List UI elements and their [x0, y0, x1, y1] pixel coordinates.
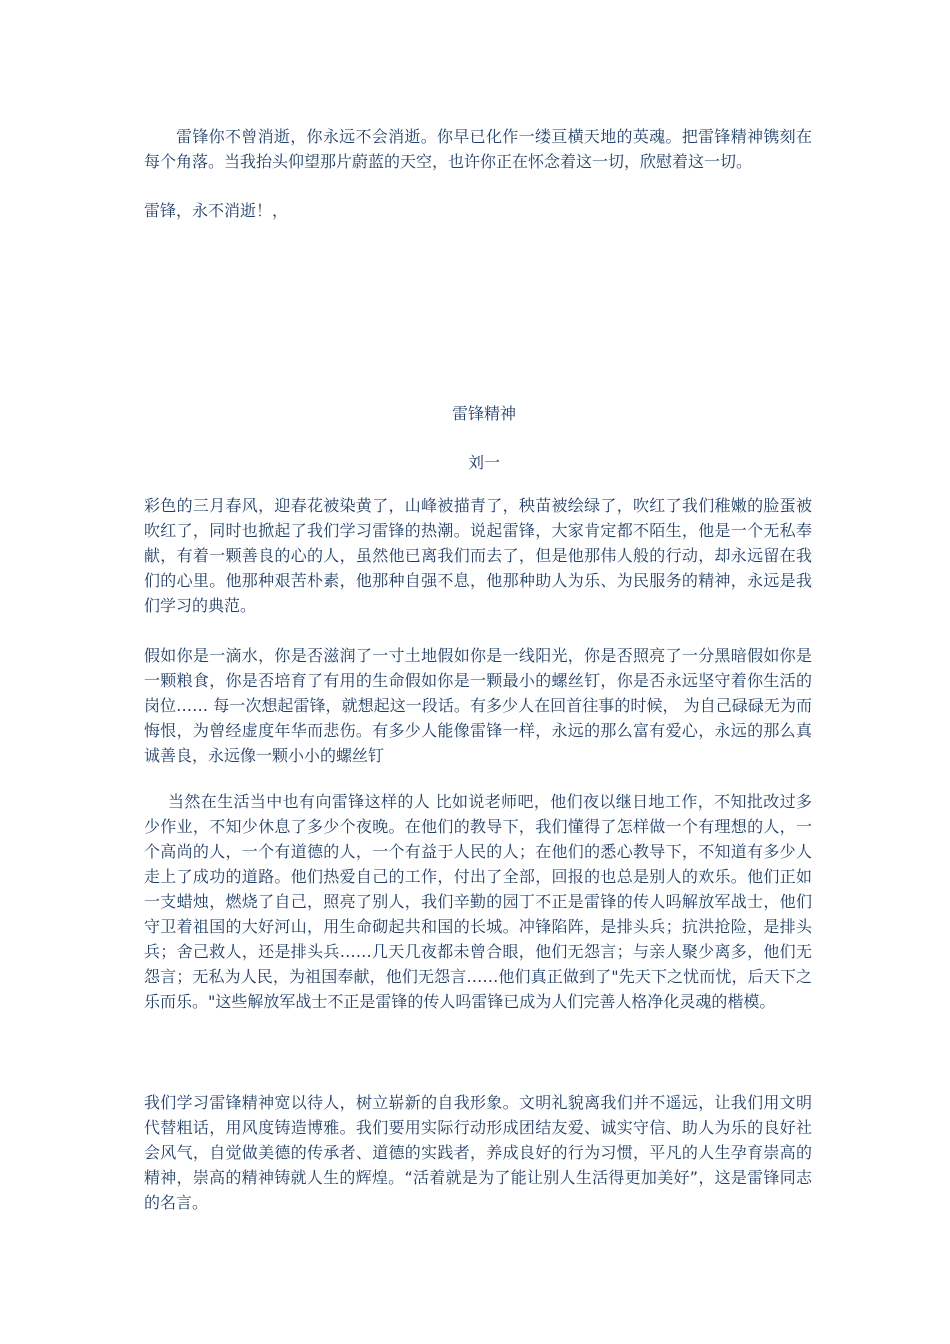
body-paragraph-3: 当然在生活当中也有向雷锋这样的人 比如说老师吧，他们夜以继日地工作，不知批改过多少作业，不知少休息了多少个夜晚。在他们的教导下，我们懂得了怎样做一个有理想的人，一个高尚的人，一个有道德的人，一个有益于人民的人；在他们的悉心教导下，不知道有多少人走上了成功的道路。他们热爱自己的工作，付出了全部，回报的也总是别人的欢乐。他们正如一支蜡烛，燃烧了自己，照亮了别人，我们辛勤的园丁不正是雷锋的传人吗解放军战士，他们守卫着祖国的大好河山，用生命砌起共和国的长城。冲锋陷阵，是排头兵；抗洪抢险，是排头兵；舍己救人，还是排头兵……几天几夜都未曾合眼，他们无怨言；与亲人聚少离多，他们无怨言；无私为人民，为祖国奉献，他们无怨言……他们真正做到了"先天下之忧而忧，后天下之乐而乐。"这些解放军战士不正是雷锋的传人吗雷锋已成为人们完善人格净化灵魂的楷模。 — [144, 792, 812, 1011]
closing-line: 雷锋，永不消逝！， — [144, 201, 289, 220]
document-title: 雷锋精神 — [451, 404, 516, 423]
body-paragraph-4: 我们学习雷锋精神宽以待人，树立崭新的自我形象。文明礼貌离我们并不遥远，让我们用文明代替粗话，用风度铸造博雅。我们要用实际行动形成团结友爱、诚实守信、助人为乐的良好社会风气，自觉做美德的传承者、道德的实践者，养成良好的行为习惯，平凡的人生孕育崇高的精神，崇高的精神铸就人生的辉煌。“活着就是为了能让别人生活得更加美好”，这是雷锋同志的名言。 — [144, 1093, 812, 1212]
body-paragraph-1: 彩色的三月春风，迎春花被染黄了，山峰被描青了，秧苗被绘绿了，吹红了我们稚嫩的脸蛋被吹红了，同时也掀起了我们学习雷锋的热潮。说起雷锋，大家肯定都不陌生，他是一个无私奉献，有着一颗善良的心的人，虽然他已离我们而去了，但是他那伟人般的行动，却永远留在我们的心里。他那种艰苦朴素，他那种自强不息，他那种助人为乐、为民服务的精神，永远是我们学习的典范。 — [144, 496, 812, 615]
document-author: 刘一 — [467, 453, 500, 472]
body-paragraph-2: 假如你是一滴水，你是否滋润了一寸土地假如你是一线阳光，你是否照亮了一分黑暗假如你是一颗粮食，你是否培育了有用的生命假如你是一颗最小的螺丝钉，你是否永远坚守着你生活的岗位…… 每一次想起雷锋，就想起这一段话。有多少人在回首往事的时候， 为自己碌碌无为而悔恨，为曾经虚度年华而悲伤。有多少人能像雷锋一样，永远的那么富有爱心，永远的那么真诚善良，永远像一颗小小的螺丝钉 — [144, 646, 812, 765]
intro-paragraph: 雷锋你不曾消逝，你永远不会消逝。你早已化作一缕亘横天地的英魂。把雷锋精神镌刻在每个角落。当我抬头仰望那片蔚蓝的天空，也许你正在怀念着这一切，欣慰着这一切。 — [144, 127, 812, 171]
